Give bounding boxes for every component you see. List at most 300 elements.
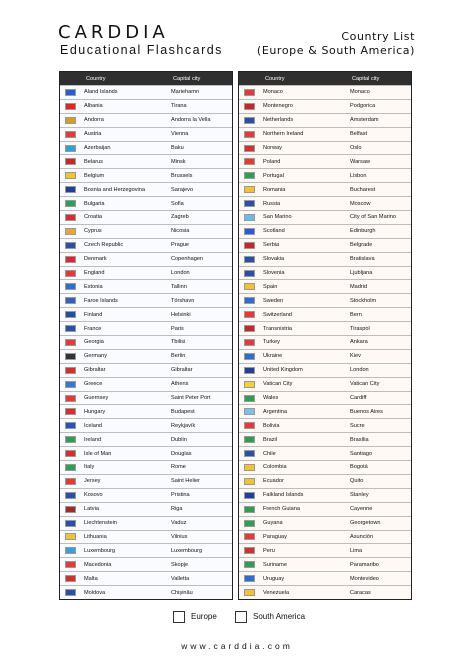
country-name: Cyprus [84,228,102,235]
country-name: Malta [84,575,98,582]
capital-name: Tórshavn [171,297,195,304]
flag-icon [65,256,76,263]
flag-icon [244,547,255,554]
table-row [239,238,411,252]
country-name: Paraguay [263,533,287,540]
table-row [60,307,232,321]
capital-name: Gibraltar [171,367,193,374]
flag-icon [65,520,76,527]
flag-icon [244,422,255,429]
table-row [60,279,232,293]
capital-name: Sucre [350,422,365,429]
flag-icon [65,158,76,165]
capital-name: Buenos Aires [350,408,383,415]
country-name: Romania [263,186,286,193]
title-line-2: (Europe & South America) [256,44,415,57]
capital-name: Pristina [171,492,190,499]
country-name: Moldova [84,589,106,596]
capital-name: Mariehamn [171,89,199,96]
country-name: Montenegro [263,103,293,110]
country-name: Colombia [263,464,287,471]
table-row [239,196,411,210]
table-row [239,349,411,363]
flag-icon [244,561,255,568]
capital-name: Stanley [350,492,369,499]
table-row [60,460,232,474]
europe-label: Europe [191,612,217,621]
flag-icon [65,436,76,443]
country-name: Isle of Man [84,450,112,457]
capital-name: Amsterdam [350,117,379,124]
country-name: Andorra [84,117,104,124]
country-name: Bolivia [263,422,280,429]
table-row [60,363,232,377]
flag-icon [244,381,255,388]
country-name: Luxembourg [84,547,116,554]
flag-icon [65,575,76,582]
country-table-right [238,71,412,600]
flag-icon [244,270,255,277]
flag-icon [65,200,76,207]
south-america-label: South America [253,612,306,621]
capital-name: Zagreb [171,214,189,221]
table-row [239,182,411,196]
table-row [60,432,232,446]
table-row [239,585,411,599]
flag-icon [65,186,76,193]
capital-name: Kiev [350,353,361,360]
europe-checkbox[interactable] [173,611,185,623]
country-name: Croatia [84,214,103,221]
country-name: Italy [84,464,95,471]
flag-icon [244,478,255,485]
table-row [60,502,232,516]
table-row [239,571,411,585]
country-name: Serbia [263,242,280,249]
table-row [60,127,232,141]
flag-icon [244,103,255,110]
country-name: Liechtenstein [84,520,117,527]
country-name: Belgium [84,172,105,179]
flag-icon [65,492,76,499]
flag-icon [65,145,76,152]
flag-icon [65,381,76,388]
table-header [60,72,232,85]
table-row [239,460,411,474]
country-name: Netherlands [263,117,294,124]
capital-name: Minsk [171,158,186,165]
country-table-left [59,71,233,600]
country-name: Bosnia and Herzegovina [84,186,145,193]
flag-icon [65,367,76,374]
capital-name: Baku [171,145,184,151]
country-name: Wales [263,395,279,402]
flag-icon [244,117,255,124]
capital-name: Tirana [171,103,187,110]
flag-icon [65,533,76,540]
flag-icon [244,89,255,96]
table-row [60,404,232,418]
capital-name: Ljubljana [350,270,373,277]
flag-icon [244,339,255,346]
country-name: Jersey [84,478,101,485]
capital-name: Vatican City [350,381,380,388]
table-body-left [60,85,232,599]
table-row [60,99,232,113]
country-name: Macedonia [84,561,112,568]
flag-icon [244,242,255,249]
header-capital: Capital city [173,75,201,82]
country-name: Faroe Islands [84,297,118,304]
capital-name: Moscow [350,200,371,207]
capital-name: Monaco [350,89,370,96]
table-row [239,85,411,99]
capital-name: Andorra la Vella [171,117,211,124]
table-row [60,516,232,530]
flag-icon [65,478,76,485]
flag-icon [65,408,76,415]
brand-name: CARDDIA [58,22,169,43]
flag-icon [244,408,255,415]
flag-icon [244,325,255,332]
table-row [239,335,411,349]
capital-name: Stockholm [350,297,377,304]
header-country: Country [265,75,285,82]
capital-name: Saint Helier [171,478,200,485]
table-row [60,141,232,155]
flag-icon [65,450,76,457]
table-row [239,266,411,280]
capital-name: Montevideo [350,575,379,582]
flag-icon [244,158,255,165]
flag-icon [244,436,255,443]
country-name: Russia [263,200,281,207]
country-name: Norway [263,145,282,151]
flag-icon [65,311,76,318]
table-row [239,543,411,557]
flag-icon [244,172,255,179]
flag-icon [65,561,76,568]
table-row [239,210,411,224]
country-name: Kosovo [84,492,103,499]
country-name: Belarus [84,158,103,165]
country-name: Sweden [263,297,284,304]
capital-name: Riga [171,506,183,513]
capital-name: Sarajevo [171,186,194,193]
flag-icon [244,200,255,207]
capital-name: Skopje [171,561,189,568]
flag-icon [65,506,76,513]
capital-name: Warsaw [350,158,370,165]
brand-tagline: Educational Flashcards [60,43,223,57]
capital-name: Copenhagen [171,256,204,263]
capital-name: Rome [171,464,186,471]
country-name: Ecuador [263,478,284,485]
country-name: Chile [263,450,276,457]
table-row [239,502,411,516]
title-line-1: Country List [341,30,415,43]
capital-name: Tiraspol [350,325,370,332]
flag-icon [65,283,76,290]
capital-name: Tbilisi [171,339,186,346]
capital-name: Reykjavík [171,422,196,429]
flag-icon [65,103,76,110]
country-name: Slovenia [263,270,285,277]
country-name: Iceland [84,422,103,429]
country-name: Latvia [84,506,99,513]
flag-icon [65,214,76,221]
table-row [60,293,232,307]
capital-name: Helsinki [171,311,191,318]
footer-url[interactable]: www.carddia.com [181,641,293,651]
flag-icon [244,256,255,263]
country-name: Slovakia [263,256,285,263]
country-name: Georgia [84,339,104,346]
flag-icon [65,297,76,304]
flag-icon [244,589,255,596]
capital-name: Luxembourg [171,547,203,554]
flag-icon [65,242,76,249]
capital-name: Belfast [350,131,368,138]
flag-icon [65,422,76,429]
flag-icon [244,283,255,290]
capital-name: Vilnius [171,533,188,540]
flag-icon [244,520,255,527]
flag-icon [244,145,255,152]
flag-icon [65,464,76,471]
table-row [239,127,411,141]
country-name: Ireland [84,436,102,443]
table-row [239,113,411,127]
flag-icon [244,367,255,374]
flag-icon [244,575,255,582]
table-row [60,446,232,460]
capital-name: Nicosia [171,228,190,235]
flag-icon [65,172,76,179]
table-row [60,391,232,405]
country-name: Estonia [84,283,103,290]
table-row [239,321,411,335]
country-name: Finland [84,311,103,318]
country-name: Northern Ireland [263,131,304,138]
flag-icon [65,228,76,235]
country-name: Czech Republic [84,242,124,249]
country-name: Ukraine [263,353,283,360]
table-row [239,474,411,488]
capital-name: Athens [171,381,189,388]
capital-name: Paramaribo [350,561,379,568]
capital-name: Lima [350,547,363,554]
table-row [239,432,411,446]
capital-name: Saint Peter Port [171,395,211,402]
country-name: Poland [263,158,281,165]
country-name: Switzerland [263,311,292,318]
capital-name: Paris [171,325,184,332]
capital-name: Bern [350,311,362,318]
flag-icon [244,214,255,221]
table-row [239,418,411,432]
table-row [60,321,232,335]
table-row [239,99,411,113]
capital-name: Brussels [171,172,193,179]
capital-name: Bogotá [350,464,368,471]
table-body-right [239,85,411,599]
country-name: Germany [84,353,108,360]
capital-name: Madrid [350,283,368,290]
capital-name: Cayenne [350,506,373,513]
capital-name: Lisbon [350,172,367,179]
flag-icon [244,353,255,360]
capital-name: Vienna [171,131,189,138]
table-row [60,571,232,585]
table-row [239,224,411,238]
capital-name: Quito [350,478,364,485]
flag-icon [244,395,255,402]
table-row [239,293,411,307]
table-row [60,168,232,182]
capital-name: Georgetown [350,520,381,527]
table-row [239,168,411,182]
table-row [60,154,232,168]
country-name: Azerbaijan [84,145,111,151]
table-row [60,252,232,266]
flag-icon [244,228,255,235]
flag-icon [65,589,76,596]
table-row [239,530,411,544]
capital-name: Tallinn [171,283,187,290]
table-row [60,224,232,238]
flag-icon [244,450,255,457]
country-name: Albania [84,103,103,110]
table-row [60,557,232,571]
table-row [239,377,411,391]
table-row [60,182,232,196]
capital-name: City of San Marino [350,214,397,221]
table-row [60,349,232,363]
country-name: United Kingdom [263,367,303,374]
table-row [60,474,232,488]
country-name: Peru [263,547,275,554]
country-name: Bulgaria [84,200,105,207]
flag-icon [65,117,76,124]
table-row [239,279,411,293]
south-america-checkbox[interactable] [235,611,247,623]
flag-icon [65,353,76,360]
country-name: England [84,270,105,277]
capital-name: Dublin [171,436,187,443]
brand-logo [58,22,169,43]
capital-name: Budapest [171,408,195,415]
country-name: Argentina [263,408,287,415]
flag-icon [65,270,76,277]
country-name: Brazil [263,436,277,443]
capital-name: Oslo [350,145,362,151]
table-row [60,85,232,99]
capital-name: Berlin [171,353,186,360]
country-name: Uruguay [263,575,285,582]
table-row [239,557,411,571]
flag-icon [65,325,76,332]
country-name: Denmark [84,256,107,263]
table-row [60,266,232,280]
country-name: Falkland Islands [263,492,304,499]
table-row [60,335,232,349]
country-name: Guernsey [84,395,109,402]
country-name: Suriname [263,561,287,568]
capital-name: Bratislava [350,256,375,263]
capital-name: Bucharest [350,186,376,193]
flag-icon [65,89,76,96]
table-row [60,377,232,391]
capital-name: Santiago [350,450,373,457]
country-name: Gibraltar [84,367,106,374]
table-row [239,488,411,502]
country-name: Scotland [263,228,285,235]
capital-name: London [350,367,369,374]
table-row [60,585,232,599]
table-row [60,196,232,210]
table-header [239,72,411,85]
country-name: Vatican City [263,381,293,388]
country-name: Åland Islands [84,89,118,96]
capital-name: Caracas [350,589,371,596]
table-row [239,252,411,266]
country-name: Spain [263,283,278,290]
capital-name: Brasília [350,436,369,443]
table-row [239,391,411,405]
flag-icon [244,311,255,318]
table-row [60,543,232,557]
country-name: Greece [84,381,103,388]
country-name: Guyana [263,520,283,527]
capital-name: Edinburgh [350,228,376,235]
table-row [60,210,232,224]
capital-name: Asunción [350,533,374,540]
capital-name: Vaduz [171,520,187,527]
flag-icon [244,533,255,540]
capital-name: Valletta [171,575,190,582]
country-name: Hungary [84,408,106,415]
capital-name: Prague [171,242,190,249]
page-title [257,30,415,58]
country-name: French Guiana [263,506,301,513]
flag-icon [244,186,255,193]
capital-name: London [171,270,190,277]
flag-icon [244,297,255,304]
table-row [239,516,411,530]
flag-icon [244,131,255,138]
table-row [239,141,411,155]
flag-icon [65,395,76,402]
country-name: Monaco [263,89,283,96]
flag-icon [244,492,255,499]
country-name: Turkey [263,339,280,346]
table-row [60,488,232,502]
table-row [60,113,232,127]
country-name: Transnistria [263,325,293,332]
country-name: Venezuela [263,589,290,596]
header-capital: Capital city [352,75,380,82]
flag-icon [65,547,76,554]
country-name: France [84,325,102,332]
table-row [60,238,232,252]
flag-icon [244,506,255,513]
capital-name: Ankara [350,339,368,346]
capital-name: Cardiff [350,395,367,402]
capital-name: Chișinău [171,589,193,596]
table-row [239,446,411,460]
flag-icon [244,464,255,471]
